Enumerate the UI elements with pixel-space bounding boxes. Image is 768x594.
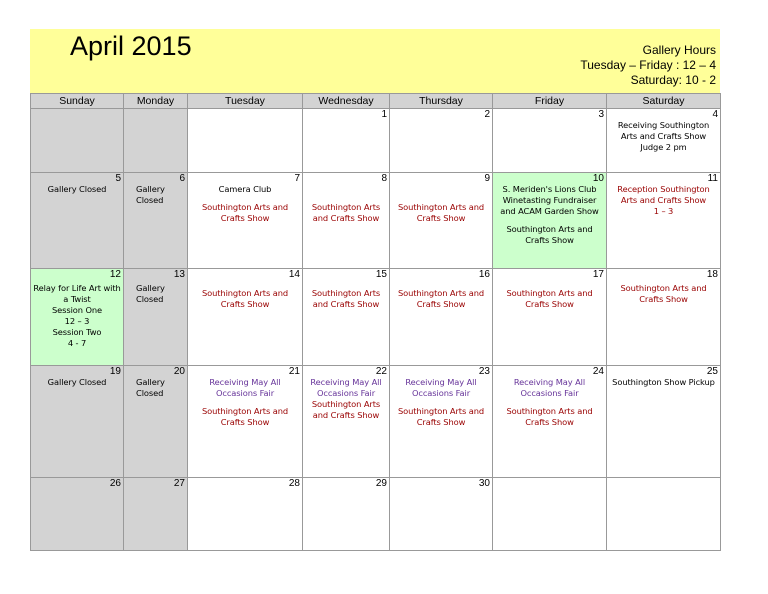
day-cell-2[interactable] (390, 109, 493, 173)
day-cell-15[interactable] (303, 269, 390, 366)
day-cell-16[interactable] (390, 269, 493, 366)
day-number: 20 (173, 366, 185, 377)
week-row-2 (31, 173, 721, 269)
event-text: Southington Arts and Crafts Show (311, 399, 381, 420)
day-number: 8 (381, 173, 387, 184)
event-text: Southington Arts and Crafts Show (397, 202, 485, 223)
event-text: Southington Arts and Crafts Show (397, 406, 485, 427)
day-number: 13 (173, 269, 185, 280)
day-cell-19[interactable] (31, 366, 124, 478)
day-number: 26 (109, 478, 121, 489)
weekday-monday: Monday (124, 94, 188, 109)
day-cell-21[interactable] (188, 366, 303, 478)
event-text: Southington Arts and Crafts Show (506, 406, 593, 427)
day-number: 28 (288, 478, 300, 489)
event-text: Receiving May All Occasions Fair (405, 377, 477, 398)
day-cell-empty (188, 109, 303, 173)
event-text: Relay for Life Art with a Twist (33, 283, 121, 304)
day-cell-27[interactable] (124, 478, 188, 551)
day-cell-14[interactable] (188, 269, 303, 366)
event-text: Receiving Southington Arts and Crafts Show (617, 120, 710, 141)
week-row-4 (31, 366, 721, 478)
day-cell-25[interactable] (607, 366, 721, 478)
day-cell-13[interactable] (124, 269, 188, 366)
day-cell-4[interactable] (607, 109, 721, 173)
day-cell-9[interactable] (390, 173, 493, 269)
calendar-header (30, 29, 720, 93)
week-row-1 (31, 109, 721, 173)
day-cell-12[interactable] (31, 269, 124, 366)
event-text: Southington Arts and Crafts Show (620, 283, 707, 304)
day-cell-24[interactable] (493, 366, 607, 478)
day-number: 25 (706, 366, 718, 377)
day-number: 2 (484, 109, 490, 120)
day-cell-3[interactable] (493, 109, 607, 173)
day-cell-11[interactable] (607, 173, 721, 269)
day-cell-18[interactable] (607, 269, 721, 366)
event-text: Gallery Closed (136, 283, 165, 304)
event-text: 4 - 7 (67, 338, 87, 348)
event-text: Judge 2 pm (640, 142, 687, 152)
event-text: Southington Arts and Crafts Show (201, 406, 289, 427)
day-number: 7 (294, 173, 300, 184)
day-cell-23[interactable] (390, 366, 493, 478)
day-cell-17[interactable] (493, 269, 607, 366)
day-number: 29 (375, 478, 387, 489)
day-number: 14 (288, 269, 300, 280)
day-cell-30[interactable] (390, 478, 493, 551)
day-number: 11 (707, 173, 718, 184)
day-number: 9 (484, 173, 490, 184)
day-cell-6[interactable] (124, 173, 188, 269)
day-cell-1[interactable] (303, 109, 390, 173)
event-text: Session One (51, 305, 103, 315)
day-number: 10 (592, 173, 604, 184)
event-text: S. Meriden's Lions Club Winetasting Fundraiser and ACAM Garden Show (500, 184, 599, 216)
weekday-saturday: Saturday (607, 94, 721, 109)
event-text: Southington Arts and Crafts Show (397, 288, 485, 309)
day-number: 12 (109, 269, 121, 280)
day-number: 5 (115, 173, 121, 184)
day-number: 22 (375, 366, 387, 377)
day-number: 15 (375, 269, 387, 280)
weekday-friday: Friday (493, 94, 607, 109)
day-cell-empty (31, 109, 124, 173)
day-number: 21 (288, 366, 300, 377)
day-number: 18 (706, 269, 718, 280)
day-cell-empty (124, 109, 188, 173)
day-number: 19 (109, 366, 121, 377)
day-cell-28[interactable] (188, 478, 303, 551)
day-cell-26[interactable] (31, 478, 124, 551)
event-text: 12 – 3 (64, 316, 90, 326)
day-number: 17 (592, 269, 604, 280)
event-text: Southington Arts and Crafts Show (201, 288, 289, 309)
day-cell-empty (493, 478, 607, 551)
weekday-tuesday: Tuesday (188, 94, 303, 109)
event-text: Southington Show Pickup (612, 377, 715, 387)
calendar-grid (30, 93, 721, 551)
page-title: April 2015 (70, 31, 192, 61)
weekday-wednesday: Wednesday (303, 94, 390, 109)
day-number: 4 (712, 109, 718, 120)
weekday-thursday: Thursday (390, 94, 493, 109)
day-cell-10[interactable] (493, 173, 607, 269)
day-cell-29[interactable] (303, 478, 390, 551)
day-cell-empty (607, 478, 721, 551)
event-text: Gallery Closed (136, 377, 165, 398)
event-text: Gallery Closed (47, 377, 107, 387)
event-text: Southington Arts and Crafts Show (311, 288, 381, 309)
day-number: 3 (598, 109, 604, 120)
day-cell-22[interactable] (303, 366, 390, 478)
hours-weekday: Tuesday – Friday : 12 – 4 (580, 58, 716, 72)
event-text: Southington Arts and Crafts Show (201, 202, 289, 223)
day-cell-5[interactable] (31, 173, 124, 269)
hours-saturday: Saturday: 10 - 2 (630, 73, 716, 87)
event-text: Gallery Closed (47, 184, 107, 194)
event-text: Camera Club (218, 184, 272, 194)
day-number: 16 (478, 269, 490, 280)
event-text: Receiving May All Occasions Fair (209, 377, 281, 398)
weekday-sunday: Sunday (31, 94, 124, 109)
event-text: Southington Arts and Crafts Show (506, 288, 593, 309)
event-text: Reception Southington Arts and Crafts Show (617, 184, 710, 205)
day-number: 30 (478, 478, 490, 489)
day-cell-20[interactable] (124, 366, 188, 478)
weekday-header-row (31, 94, 721, 109)
day-number: 27 (173, 478, 185, 489)
day-cell-7[interactable] (188, 173, 303, 269)
event-text: 1 – 3 (653, 206, 674, 216)
hours-title: Gallery Hours (642, 43, 716, 57)
event-text: Session Two (52, 327, 102, 337)
day-number: 6 (179, 173, 185, 184)
day-cell-8[interactable] (303, 173, 390, 269)
day-number: 1 (381, 109, 387, 120)
day-number: 24 (592, 366, 604, 377)
event-text: Receiving May All Occasions Fair (310, 377, 382, 398)
event-text: Southington Arts and Crafts Show (506, 224, 593, 245)
week-row-5 (31, 478, 721, 551)
event-text: Gallery Closed (136, 184, 165, 205)
gallery-hours (580, 43, 716, 88)
event-text: Receiving May All Occasions Fair (513, 377, 586, 398)
week-row-3 (31, 269, 721, 366)
day-number: 23 (478, 366, 490, 377)
event-text: Southington Arts and Crafts Show (311, 202, 381, 223)
